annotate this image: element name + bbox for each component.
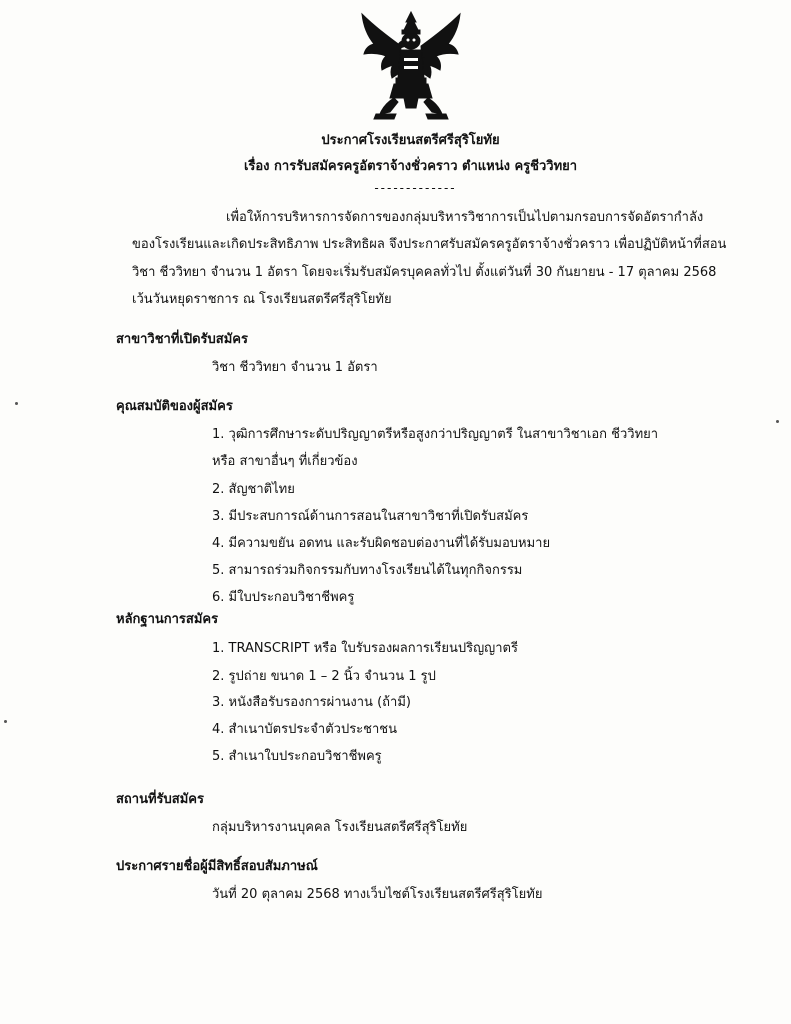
qualification-item-1: 1. วุฒิการศึกษาระดับปริญญาตรีหรือสูงกว่าปริญญาตรี ในสาขาวิชาเอก ชีววิทยา — [212, 427, 659, 442]
qualification-item-2: 2. สัญชาติไทย — [212, 482, 295, 497]
subject-open-heading: สาขาวิชาที่เปิดรับสมัคร — [116, 332, 248, 347]
title-separator: ------------- — [374, 181, 457, 195]
intro-line-1: เพื่อให้การบริหารการจัดการของกลุ่มบริหารวิชาการเป็นไปตามกรอบการจัดอัตรากำลัง — [226, 210, 704, 225]
qualification-item-4: 4. มีความขยัน อดทน และรับผิดชอบต่องานที่ได้รับมอบหมาย — [212, 536, 551, 551]
document-item-2: 2. รูปถ่าย ขนาด 1 – 2 นิ้ว จำนวน 1 รูป — [212, 669, 436, 684]
location-heading: สถานที่รับสมัคร — [116, 792, 204, 807]
qualification-item-6: 6. มีใบประกอบวิชาชีพครู — [212, 590, 355, 605]
documents-heading: หลักฐานการสมัคร — [116, 612, 219, 627]
scan-speck — [4, 720, 7, 723]
intro-line-3: วิชา ชีววิทยา จำนวน 1 อัตรา โดยจะเริ่มรับสมัครบุคคลทั่วไป ตั้งแต่วันที่ 30 กันยายน - 17 ตุลาคม 2568 — [132, 265, 717, 280]
document-item-5: 5. สำเนาใบประกอบวิชาชีพครู — [212, 749, 382, 764]
garuda-emblem-icon — [356, 8, 466, 120]
interview-text: วันที่ 20 ตุลาคม 2568 ทางเว็บไซต์โรงเรียนสตรีศรีสุริโยทัย — [212, 887, 543, 902]
qualification-item-3: 3. มีประสบการณ์ด้านการสอนในสาขาวิชาที่เปิดรับสมัคร — [212, 509, 529, 524]
interview-heading: ประกาศรายชื่อผู้มีสิทธิ์สอบสัมภาษณ์ — [116, 859, 318, 874]
announcement-subject: เรื่อง การรับสมัครครูอัตราจ้างชั่วคราว ตำแหน่ง ครูชีววิทยา — [243, 159, 578, 174]
qualification-item-1-cont: หรือ สาขาอื่นๆ ที่เกี่ยวข้อง — [212, 454, 358, 469]
document-item-3: 3. หนังสือรับรองการผ่านงาน (ถ้ามี) — [212, 695, 411, 710]
scan-speck — [15, 402, 18, 405]
subject-open-text: วิชา ชีววิทยา จำนวน 1 อัตรา — [212, 360, 378, 375]
intro-line-4: เว้นวันหยุดราชการ ณ โรงเรียนสตรีศรีสุริโยทัย — [132, 292, 392, 307]
document-item-4: 4. สำเนาบัตรประจำตัวประชาชน — [212, 722, 398, 737]
document-item-1: 1. TRANSCRIPT หรือ ใบรับรองผลการเรียนปริญญาตรี — [212, 641, 518, 656]
announcement-title: ประกาศโรงเรียนสตรีศรีสุริโยทัย — [321, 133, 500, 148]
scan-speck — [776, 420, 779, 423]
qualification-item-5: 5. สามารถร่วมกิจกรรมกับทางโรงเรียนได้ในทุกกิจกรรม — [212, 563, 523, 578]
qualifications-heading: คุณสมบัติของผู้สมัคร — [116, 399, 233, 414]
location-text: กลุ่มบริหารงานบุคคล โรงเรียนสตรีศรีสุริโยทัย — [212, 820, 468, 835]
intro-line-2: ของโรงเรียนและเกิดประสิทธิภาพ ประสิทธิผล จึงประกาศรับสมัครครูอัตราจ้างชั่วคราว เพื่อปฏิบัติหน้าที่สอน — [132, 237, 727, 252]
